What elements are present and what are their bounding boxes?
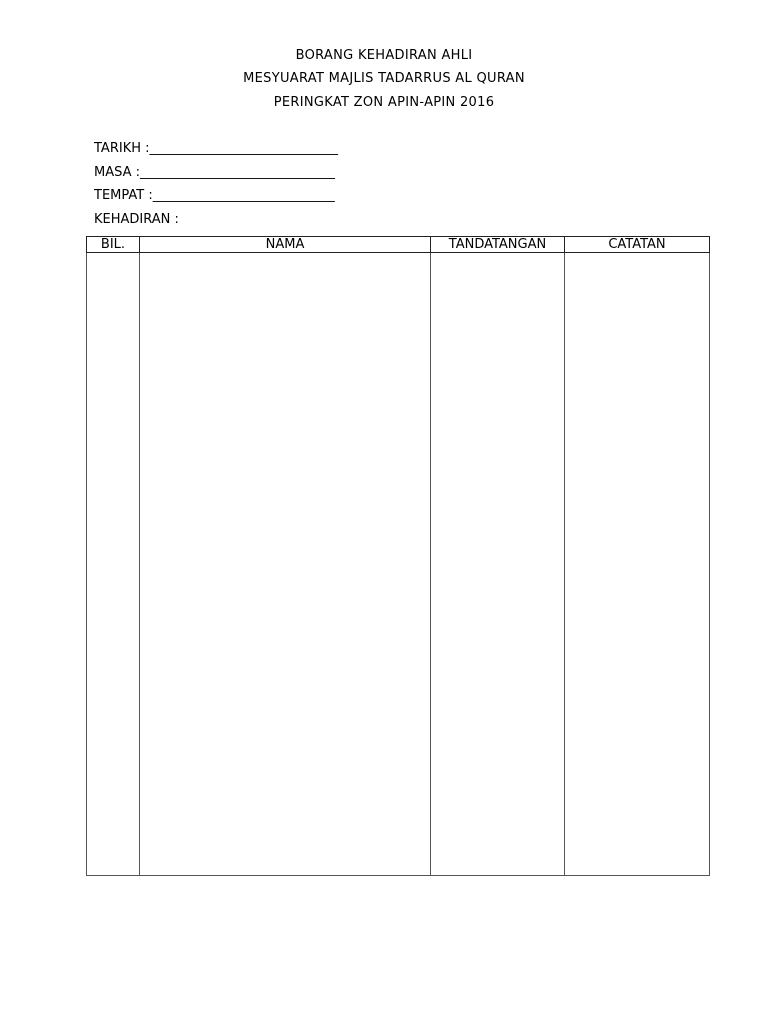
table-header-row bbox=[87, 237, 710, 253]
form-title: BORANG KEHADIRAN AHLI bbox=[295, 48, 473, 63]
table-body-row bbox=[87, 253, 710, 876]
column-header-catatan: CATATAN bbox=[565, 237, 710, 253]
date-field: TARIKH :_____________________________ bbox=[94, 141, 339, 156]
place-field: TEMPAT :____________________________ bbox=[94, 188, 335, 203]
nama-cell bbox=[140, 253, 431, 876]
column-header-nama: NAMA bbox=[140, 237, 431, 253]
time-field: MASA :______________________________ bbox=[94, 165, 336, 180]
tandatangan-cell bbox=[431, 253, 565, 876]
bil-cell bbox=[87, 253, 140, 876]
attendance-table bbox=[86, 236, 710, 876]
level-title: PERINGKAT ZON APIN-APIN 2016 bbox=[273, 95, 495, 110]
column-header-tandatangan: TANDATANGAN bbox=[431, 237, 565, 253]
meeting-title: MESYUARAT MAJLIS TADARRUS AL QURAN bbox=[243, 71, 525, 86]
column-header-bil: BIL. bbox=[87, 237, 140, 253]
attendance-label: KEHADIRAN : bbox=[94, 212, 179, 227]
catatan-cell bbox=[565, 253, 710, 876]
